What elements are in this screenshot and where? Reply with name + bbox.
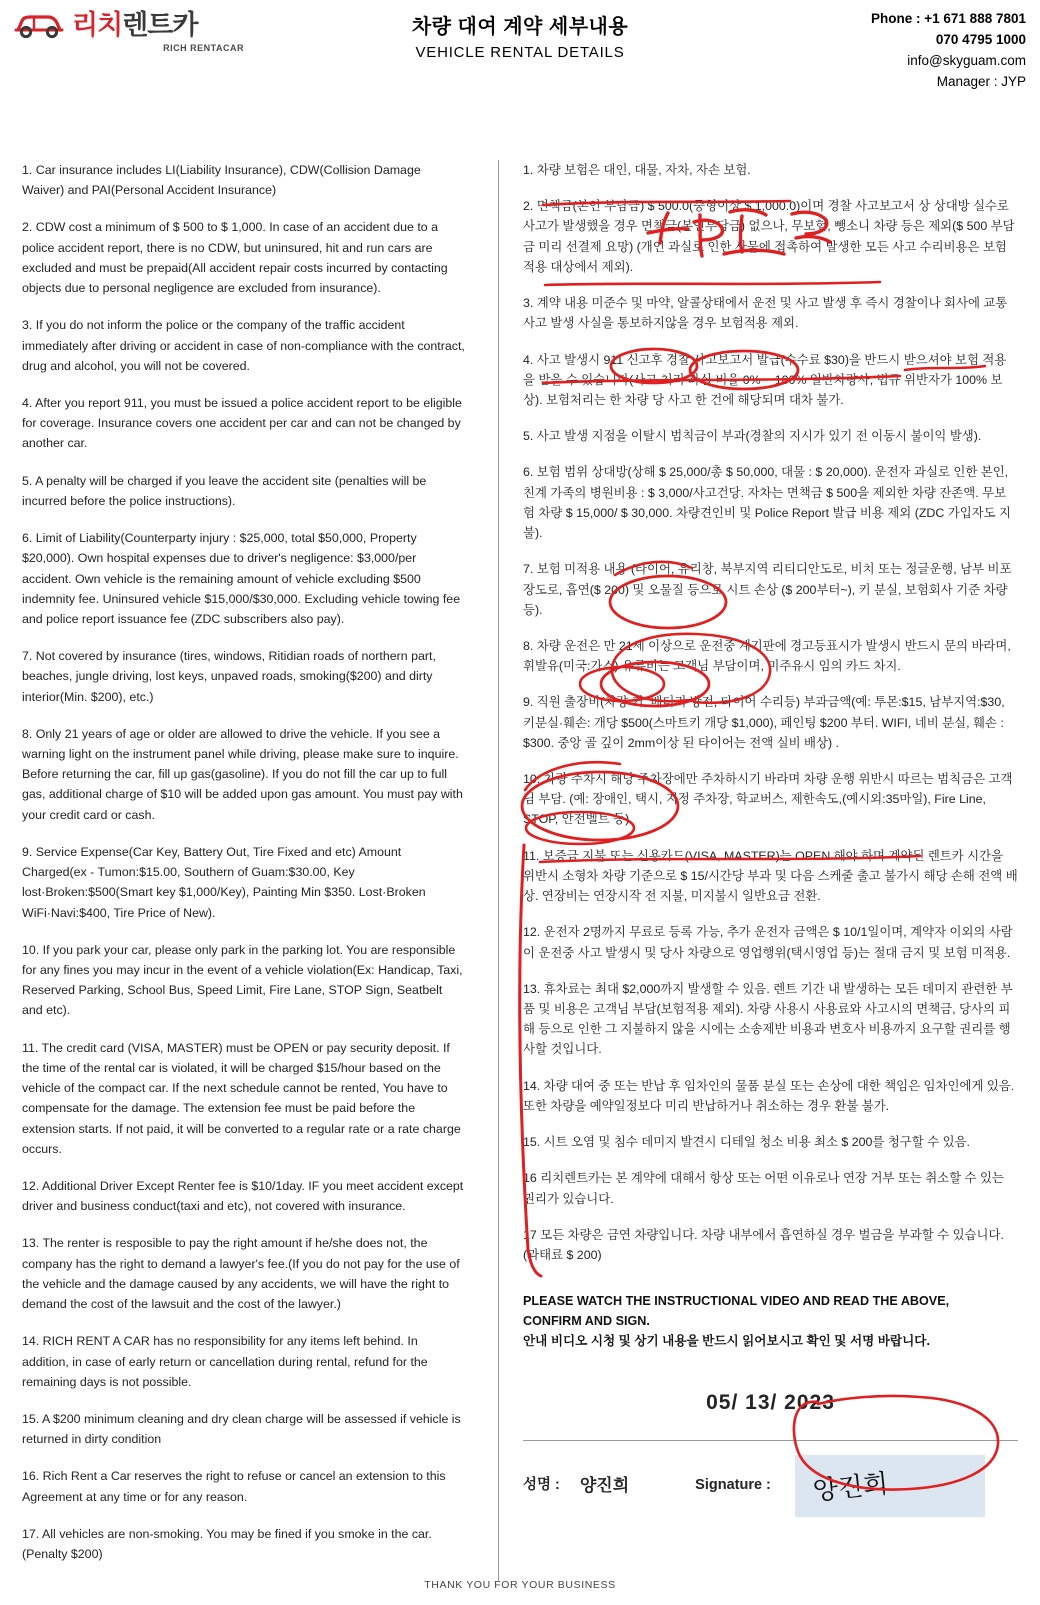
- term-item: 3. If you do not inform the police or the company of the traffic accident immediately after driving or accident in case of non-compliance with the contract, drug and alcohol, you will not be covered.: [22, 318, 465, 373]
- logo-brand-kr: 리치렌트카: [72, 9, 198, 40]
- term-item: 16 리치렌트카는 본 계약에 대해서 항상 또는 어떤 이유로나 연장 거부 또는 취소할 수 있는 권리가 있습니다.: [523, 1171, 1004, 1206]
- contact-phone-secondary: 070 4795 1000: [935, 31, 1026, 47]
- term-item: 9. 직원 출장비(차량 키, 배터리 방전, 타이어 수리등) 부과금액(예: 투몬:$15, 남부지역:$30, 키분실·훼손: 개당 $500(스마트키 개당 $1,000), 페인팅 $200 부터. WIFI, 네비 분실, 훼손 : $300. 중앙 골 깊이 2mm이상 된 타이어는 전액 실비 배상) .: [523, 695, 1005, 750]
- term-item: 14. RICH RENT A CAR has no responsibility for any items left behind. In addition, in case of early return or cancellation during rental, refund for the remaining days is not possible.: [22, 1334, 428, 1389]
- term-item: 7. Not covered by insurance (tires, windows, Ritidian roads of northern part, beaches, jungle driving, lost keys, unpaved roads, smoking($200) and dirty interior(Min. $200), etc.): [22, 649, 436, 704]
- term-item: 5. 사고 발생 지점을 이탈시 범칙금이 부과(경찰의 지시가 있기 전 이동시 불이익 발생).: [523, 429, 982, 444]
- term-item: 2. 면책금(본인 부담금) $ 500.0(중형이상 $ 1,000.0)이며 경찰 사고보고서 상 상대방 실수로 사고가 발생했을 경우 면책금(본인부담금) 없으나, 무보험, 뺑소니 차량 등은 제외($ 500 부담금 미리 선결제 요망) (개인 과실로 인한 사물에 접촉하여 발생한 모든 사고 수리비용은 보험적용 대상에서 제외).: [523, 199, 1015, 274]
- term-item: 7. 보험 미적용 내용 (타이어, 유리창, 북부지역 리티디안도로, 비치 또는 정글운행, 남부 비포장도로, 흡연($ 200) 및 오물질 등으로 시트 손상 ($ 200부터~), 키 분실, 보험회사 기준 차량 등).: [523, 562, 1012, 617]
- term-item: 2. CDW cost a minimum of $ 500 to $ 1,000. In case of an accident due to a police accident report, there is no CDW, but uninsured, hit and run cars are excluded and must be prepaid(All accident repair costs incurred by contacting objects due to personal negligence are excluded from insurance).: [22, 220, 448, 296]
- column-divider: [498, 160, 499, 1581]
- name-value: 양진희: [579, 1475, 630, 1495]
- term-item: 12. 운전자 2명까지 무료로 등록 가능, 추가 운전자 금액은 $ 10/1일이며, 계약자 이외의 사람이 운전중 사고 발생시 및 당사 차량으로 영업행위(택시영업 등)는 절대 금지 및 보험 미적용.: [523, 925, 1013, 960]
- korean-terms-column: [515, 160, 1018, 1581]
- term-item: 6. 보험 범위 상대방(상해 $ 25,000/총 $ 50,000, 대물 : $ 20,000). 운전자 과실로 인한 본인, 친계 가족의 병원비용 : $ 3,000/사고건당. 자차는 면책금 $ 500을 제외한 차량 잔존액. 무보험 차량 $ 15,000/ $ 30,000. 차량견인비 및 Police Report 발급 비용 제외 (ZDC 가입자도 지불).: [523, 465, 1012, 541]
- signature-row: [523, 1440, 1018, 1517]
- term-item: 17. All vehicles are non-smoking. You may be fined if you smoke in the car. (Penalty $200): [22, 1526, 432, 1562]
- term-item: 12. Additional Driver Except Renter fee is $10/1day. IF you meet accident except driver and business conduct(taxi and etc), not covered with insurance.: [22, 1178, 464, 1214]
- term-item: 11. The credit card (VISA, MASTER) must be OPEN or pay security deposit. If the time of the rental car is violated, it will be charged $15/hour based on the vehicle of the compact car. If the next schedule cannot be rented, You have to compensate for the damage. The extension fee must be paid before the extension starts. If not paid, it will be converted to a regular rate or a rate charge occurs.: [22, 1040, 461, 1156]
- term-item: 1. 차량 보험은 대인, 대물, 자차, 자손 보험.: [523, 163, 751, 177]
- signature-ink: 양진희: [811, 1468, 890, 1507]
- term-item: 15. 시트 오염 및 침수 데미지 발견시 디테일 청소 비용 최소 $ 200를 청구할 수 있음.: [523, 1135, 970, 1150]
- notice-line-3: 안내 비디오 시청 및 상기 내용을 반드시 읽어보시고 확인 및 서명 바랍니다.: [523, 1334, 930, 1349]
- term-item: 15. A $200 minimum cleaning and dry clean charge will be assessed if vehicle is returned in dirty condition: [22, 1411, 461, 1447]
- notice-line-2: CONFIRM AND SIGN.: [523, 1314, 650, 1329]
- term-item: 16. Rich Rent a Car reserves the right to refuse or cancel an extension to this Agreement at any time or for any reason.: [22, 1469, 446, 1504]
- title-english: VEHICLE RENTAL DETAILS: [415, 44, 625, 61]
- term-item: 4. 사고 발생시 911 신고후 경찰 사고보고서 발급(수수료 $30)을 반드시 받으셔야 보험 적용을 받을 수 있습니다(사고 처리 과실 비율 0% ~ 100% 일반차량사, 법규 위반자가 100% 보상). 보험처리는 한 차량 당 사고 한 건에 해당되며 대차 불가.: [523, 352, 1007, 407]
- contact-manager: Manager : JYP: [936, 73, 1026, 89]
- term-item: 1. Car insurance includes LI(Liability Insurance), CDW(Collision Damage Waiver) and PAI(Personal Accident Insurance): [22, 163, 421, 198]
- contact-email: info@skyguam.com: [907, 52, 1026, 68]
- contact-block: [796, 8, 1026, 93]
- title-korean: 차량 대여 계약 세부내용: [411, 16, 629, 38]
- logo-brand-en: RICH RENTACAR: [163, 43, 244, 53]
- term-item: 4. After you report 911, you must be issued a police accident report to be eligible for coverage. Insurance covers one accident per car and can not be changed by another car.: [22, 395, 462, 451]
- car-icon: [14, 10, 66, 40]
- term-item: 14. 차량 대여 중 또는 반납 후 임차인의 물품 분실 또는 손상에 대한 책임은 임차인에게 있음. 또한 차량을 예약일정보다 미리 반납하거나 취소하는 경우 환불 불가.: [523, 1078, 1015, 1113]
- term-item: 3. 계약 내용 미준수 및 마약, 알콜상태에서 운전 및 사고 발생 후 즉시 경찰이나 회사에 교통 사고 발생 사실을 통보하지않을 경우 보험적용 제외.: [523, 296, 1008, 331]
- signature-label: Signature :: [695, 1477, 771, 1494]
- term-item: 10. If you park your car, please only park in the parking lot. You are responsible for any fines you may incur in the event of a vehicle violation(Ex: Handicap, Taxi, Reserved Parking, School Bus, Speed Limit, Fire Lane, STOP Sign, Seatbelt and etc).: [22, 942, 463, 1018]
- company-logo: [14, 8, 244, 53]
- term-item: 13. 휴차료는 최대 $2,000까지 발생할 수 있음. 렌트 기간 내 발생하는 모든 데미지 관련한 부품 및 비용은 고객님 부담(보험적용 제외). 차량 사용시 사용료와 사고시의 면책금, 당사의 피해 등으로 인한 그 지불하지 않을 시에는 소송제반 비용과 변호사 비용까지 요구할 권리를 행사할 것입니다.: [523, 981, 1013, 1057]
- term-item: 10. 차량 주차시 해당 주차장에만 주차하시기 바라며 차량 운행 위반시 따르는 범칙금은 고객님 부담. (예: 장애인, 택시, 지정 주차장, 학교버스, 제한속도,(예시외:35마일), Fire Line, STOP, 안전벨트 등).: [523, 772, 1013, 827]
- term-item: 11. 보증금 지불 또는 신용카드(VISA, MASTER)는 OPEN 해야 하며 계약된 렌트카 시간을 위반시 소형차 차량 기준으로 $ 15/시간당 부과 및 다음 스케줄 출고 불가시 해당 손해 전액 배상. 연장비는 연장시작 전 지불, 미지불시 일반요금 전환.: [523, 848, 1018, 904]
- contact-phone: Phone : +1 671 888 7801: [871, 11, 1026, 26]
- term-item: 8. 차량 운전은 만 21세 이상으로 운전중 계기판에 경고등표시가 발생시 반드시 문의 바라며, 휘발유(미국:가스) 유류비는 고객님 부담이며, 미주유시 임의 카드 차지.: [523, 638, 1011, 674]
- page-footer: THANK YOU FOR YOUR BUSINESS: [424, 1579, 616, 1591]
- agreement-date: 05/ 13/ 2023: [706, 1390, 835, 1414]
- term-item: 17 모든 차량은 금연 차량입니다. 차량 내부에서 흡연하실 경우 벌금을 부과할 수 있습니다. (과태료 $ 200): [523, 1227, 1004, 1262]
- terms-columns: [0, 110, 1040, 1581]
- english-terms-column: [22, 160, 492, 1581]
- term-item: 9. Service Expense(Car Key, Battery Out, Tire Fixed and etc) Amount Charged(ex - Tumon:$15.00, Southern of Guam:$30.00, Key lost·Broken:$500(Smart key $1,000/Key), Painting Min $350. Lost·Broken WiFi·Navi:$400, Tire Price of New).: [22, 844, 426, 920]
- term-item: 13. The renter is resposible to pay the right amount if he/she does not, the company has the right to demand a lawyer's fee.(If you do not pay for the use of the vehicle and the damage caused by any accidents, we will have the right to demand the cost of the lawsuit and the cost of the lawyer.): [22, 1236, 460, 1312]
- term-item: 8. Only 21 years of age or older are allowed to drive the vehicle. If you see a warning light on the instrument panel while driving, please make sure to inquire. Before returning the car, fill up gas(gasoline). If you do not fill the car up to full gas, additional charge of $10 will be added upon gas amount. You must pay with your credit card or cash.: [22, 726, 463, 822]
- term-item: 6. Limit of Liability(Counterparty injury : $25,000, total $50,000, Property $20,000). Own hospital expenses due to driver's negligence: $3,000/per accident. Own vehicle is the remaining amount of vehicle excluding $500 indemnity fee. Uninsured vehicle $15,000/$30,000. Excluding vehicle towing fee and police report issuance fee (ZDC subscribers also pay).: [22, 531, 461, 626]
- signature-field[interactable]: [795, 1455, 985, 1517]
- term-item: 5. A penalty will be charged if you leave the accident site (penalties will be incurred before the police instructions).: [22, 473, 427, 508]
- name-label: 성명 :: [523, 1477, 560, 1494]
- document-header: [0, 0, 1040, 110]
- signature-notice: [523, 1291, 1018, 1351]
- notice-line-1: PLEASE WATCH THE INSTRUCTIONAL VIDEO AND READ THE ABOVE,: [523, 1294, 950, 1309]
- document-title: [244, 8, 796, 61]
